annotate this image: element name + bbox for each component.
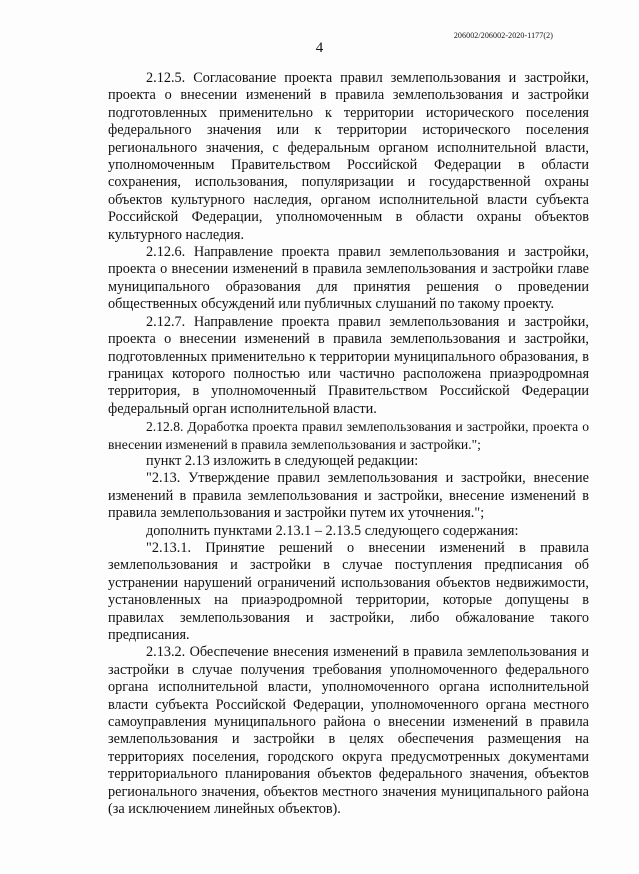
page-number: 4 (315, 40, 324, 56)
paragraph-2-12-5: 2.12.5. Согласование проекта правил землепользования и застройки, проекта о внесении изменений в правила землепользования и застройки подготовленных применительно к территории исторического поселения федерального значения или к территории исторического поселения регионального значения, с федеральным органом исполнительной власти, уполномоченным Правительством Российской Федерации в области сохранения, использования, популяризации и государственной охраны объектов культурного наследия, органом исполнительной власти субъекта Российской Федерации, уполномоченным в области охраны объектов культурного наследия. (108, 70, 589, 243)
document-id: 206002/206002-2020-1177(2) (453, 31, 553, 40)
document-body (108, 70, 589, 818)
paragraph-2-12-6: 2.12.6. Направление проекта правил землепользования и застройки, проекта о внесении изменений в правила землепользования и застройки главе муниципального образования для принятия решения о проведении общественных обсуждений или публичных слушаний по такому проекту. (108, 244, 589, 313)
instruction-add-points: дополнить пунктами 2.13.1 – 2.13.5 следующего содержания: (146, 522, 519, 539)
instruction-point-2-13: пункт 2.13 изложить в следующей редакции: (146, 452, 419, 469)
paragraph-2-13: "2.13. Утверждение правил землепользования и застройки, внесение изменений в правила землепользования и застройки, внесение изменений в правила землепользования и застройки путем их уточнения."; (108, 470, 589, 522)
paragraph-2-13-2: 2.13.2. Обеспечение внесения изменений в правила землепользования и застройки в случае получения требования уполномоченного федерального органа исполнительной власти, уполномоченного органа исполнительной власти субъекта Российской Федерации, уполномоченного органа местного самоуправления муниципального района о внесении изменений в правила землепользования и застройки в целях обеспечения размещения на территориях поселения, городского округа предусмотренных документами территориального планирования объектов федерального значения, объектов регионального значения, объектов местного значения муниципального района (за исключением линейных объектов). (108, 644, 589, 818)
paragraph-2-13-1: "2.13.1. Принятие решений о внесении изменений в правила землепользования и застройки в случае поступления предписания об устранении нарушений ограничений использования объектов недвижимости, установленных на приаэродромной территории, которые допущены в правилах землепользования и застройки, либо обжалование такого предписания. (108, 539, 589, 643)
paragraph-2-12-8: 2.12.8. Доработка проекта правил землепользования и застройки, проекта о внесении изменений в правила землепользования и застройки."; (108, 419, 589, 452)
paragraph-2-12-7: 2.12.7. Направление проекта правил землепользования и застройки, проекта о внесении изменений в правила землепользования и застройки, подготовленных применительно к территории муниципального образования, в границах которого полностью или частично расположена приаэродромная территория, в уполномоченный Правительством Российской Федерации федеральный орган исполнительной власти. (108, 313, 589, 417)
